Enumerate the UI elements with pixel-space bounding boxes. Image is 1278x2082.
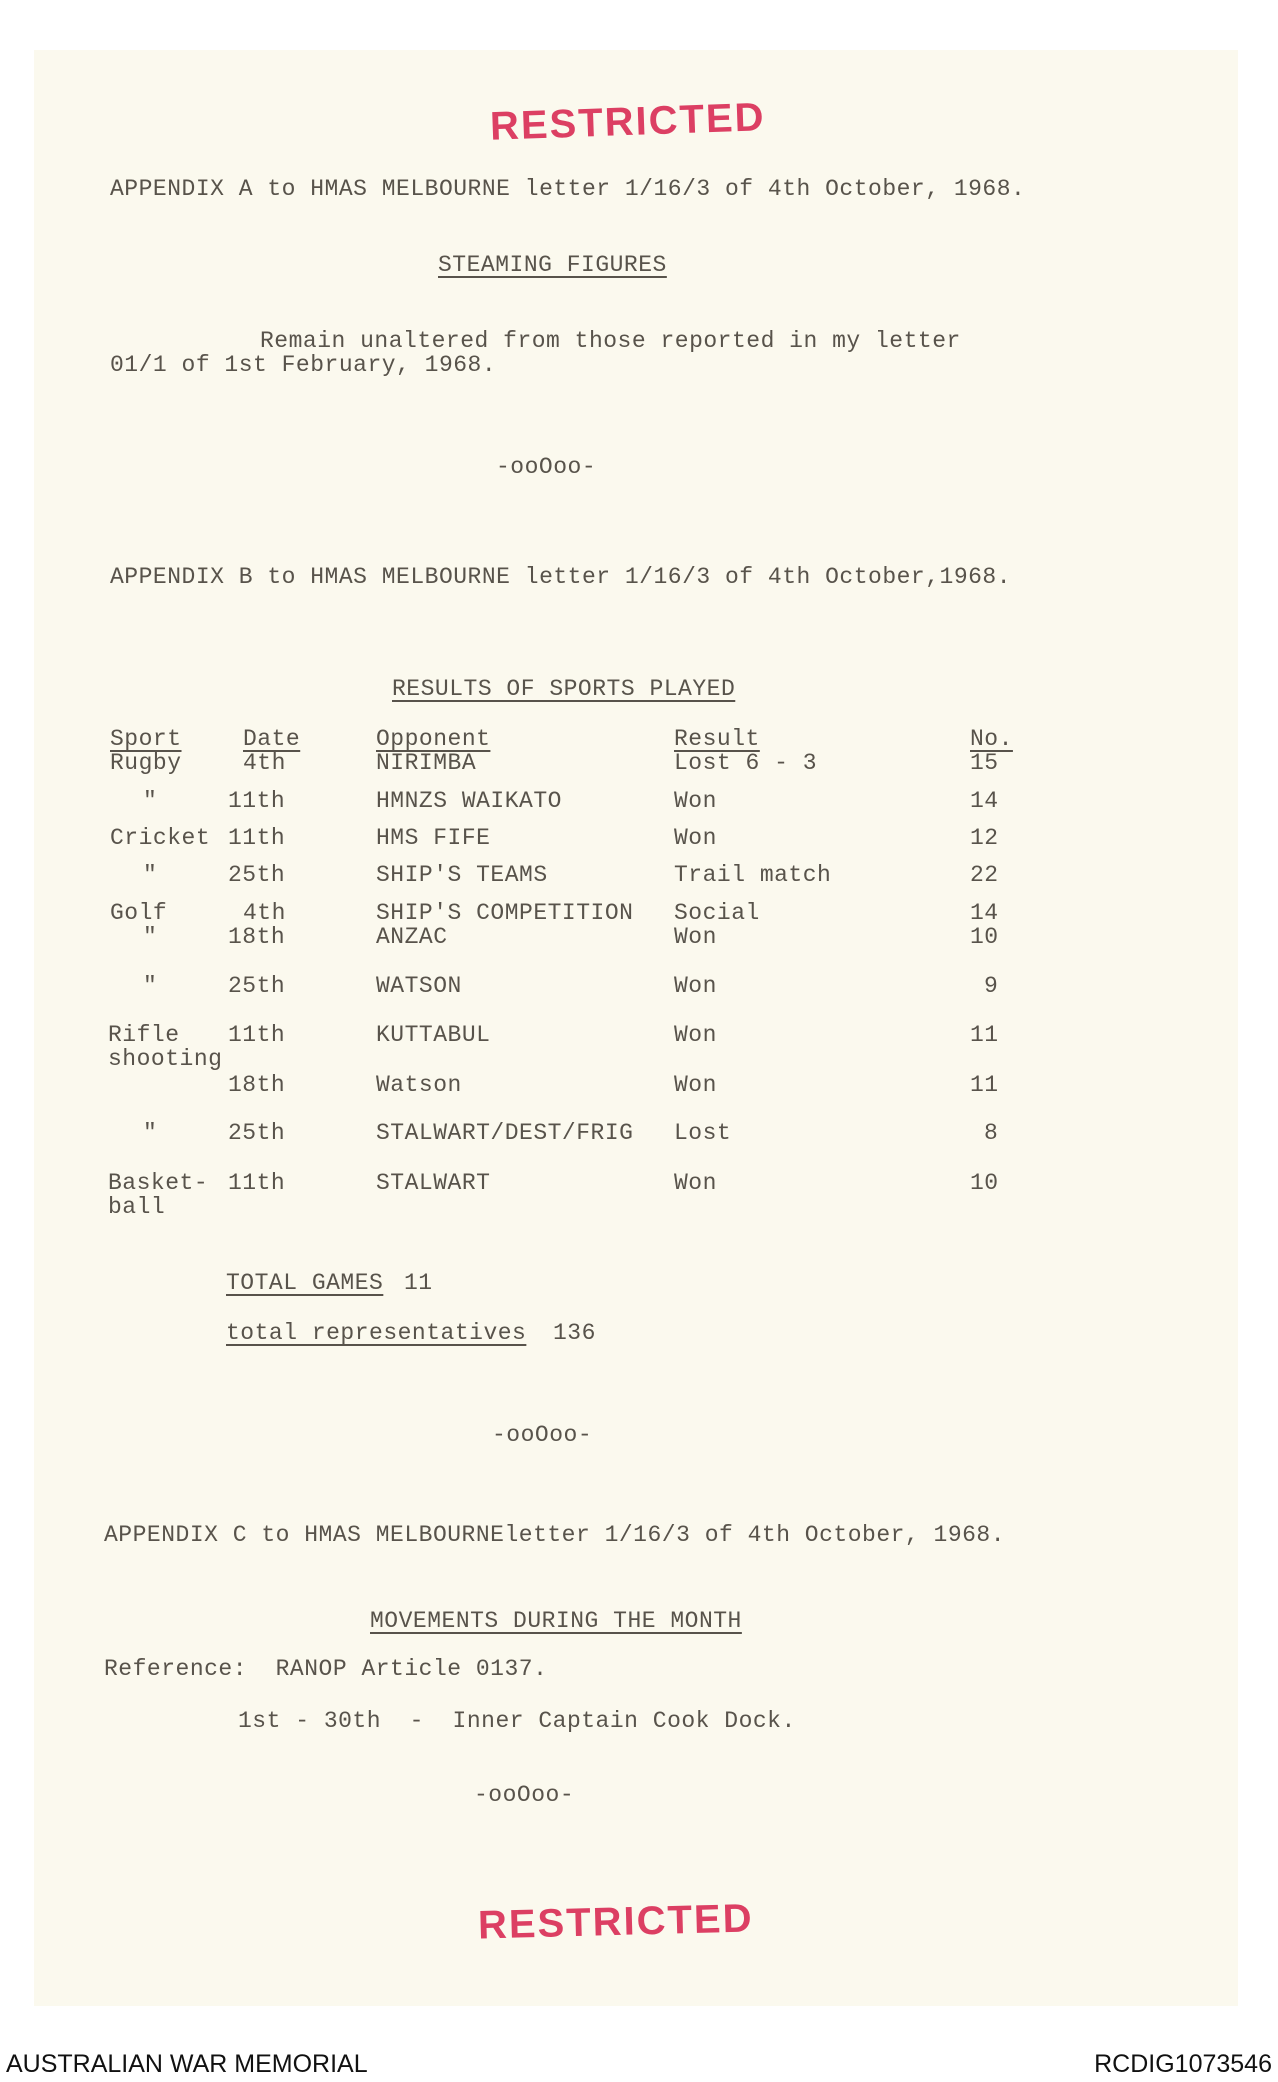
appendix-a-heading: APPENDIX A to HMAS MELBOURNE letter 1/16/3 of 4th October, 1968. (110, 176, 1026, 202)
cell-no: 22 (970, 862, 999, 888)
cell-date: 18th (228, 924, 286, 950)
restricted-stamp-bottom: RESTRICTED (477, 1896, 755, 1948)
cell-sport: ball (108, 1194, 166, 1220)
cell-result: Won (674, 973, 717, 999)
cell-no: 15 (970, 750, 999, 776)
cell-no: 8 (984, 1120, 999, 1146)
cell-date: 11th (228, 788, 286, 814)
cell-date: 4th (243, 900, 286, 926)
cell-sport: Rugby (110, 750, 182, 776)
cell-opponent: KUTTABUL (376, 1022, 491, 1048)
cell-opponent: SHIP'S TEAMS (376, 862, 548, 888)
appendix-c-title: MOVEMENTS DURING THE MONTH (370, 1608, 742, 1634)
cell-no: 11 (970, 1072, 999, 1098)
column-header-result: Result (674, 726, 760, 752)
column-header-no: No. (970, 726, 1013, 752)
cell-sport: shooting (108, 1046, 223, 1072)
appendix-c-heading: APPENDIX C to HMAS MELBOURNEletter 1/16/3 of 4th October, 1968. (104, 1522, 1006, 1548)
total-representatives-label: total representatives (226, 1320, 527, 1346)
cell-date: 11th (228, 825, 286, 851)
separator: -ooOoo- (492, 1422, 593, 1448)
cell-opponent: SHIP'S COMPETITION (376, 900, 634, 926)
cell-result: Social (674, 900, 760, 926)
cell-result: Won (674, 788, 717, 814)
cell-opponent: NIRIMBA (376, 750, 477, 776)
column-header-sport: Sport (110, 726, 182, 752)
cell-no: 9 (984, 973, 999, 999)
cell-result: Won (674, 825, 717, 851)
reference-line: Reference: RANOP Article 0137. (104, 1656, 548, 1682)
cell-date: 4th (243, 750, 286, 776)
cell-no: 10 (970, 924, 999, 950)
column-header-opponent: Opponent (376, 726, 491, 752)
appendix-a-body-line2: 01/1 of 1st February, 1968. (110, 352, 497, 378)
total-games-value: 11 (404, 1270, 433, 1296)
cell-result: Lost (674, 1120, 732, 1146)
cell-date: 18th (228, 1072, 286, 1098)
separator: -ooOoo- (474, 1782, 575, 1808)
footer-source: AUSTRALIAN WAR MEMORIAL (6, 2050, 368, 2078)
cell-result: Lost 6 - 3 (674, 750, 818, 776)
cell-opponent: WATSON (376, 973, 462, 999)
cell-date: 11th (228, 1170, 286, 1196)
cell-sport: Rifle (108, 1022, 180, 1048)
total-representatives-value: 136 (553, 1320, 596, 1346)
cell-opponent: STALWART/DEST/FRIG (376, 1120, 634, 1146)
cell-result: Won (674, 924, 717, 950)
total-games-label: TOTAL GAMES (226, 1270, 384, 1296)
cell-no: 12 (970, 825, 999, 851)
cell-date: 11th (228, 1022, 286, 1048)
cell-opponent: HMNZS WAIKATO (376, 788, 562, 814)
cell-sport: " (143, 1120, 158, 1146)
cell-date: 25th (228, 1120, 286, 1146)
cell-result: Trail match (674, 862, 832, 888)
cell-opponent: HMS FIFE (376, 825, 491, 851)
cell-result: Won (674, 1072, 717, 1098)
cell-sport: Cricket (110, 825, 211, 851)
cell-sport: " (143, 973, 158, 999)
cell-no: 14 (970, 900, 999, 926)
cell-result: Won (674, 1170, 717, 1196)
cell-sport: " (143, 862, 158, 888)
appendix-a-title: STEAMING FIGURES (438, 252, 667, 278)
separator: -ooOoo- (496, 454, 597, 480)
cell-sport: " (143, 924, 158, 950)
cell-no: 10 (970, 1170, 999, 1196)
cell-opponent: ANZAC (376, 924, 448, 950)
column-header-date: Date (243, 726, 301, 752)
restricted-stamp-top: RESTRICTED (489, 95, 767, 149)
appendix-b-title: RESULTS OF SPORTS PLAYED (392, 676, 736, 702)
cell-date: 25th (228, 973, 286, 999)
cell-opponent: STALWART (376, 1170, 491, 1196)
appendix-a-body-line1: Remain unaltered from those reported in my letter (260, 328, 961, 354)
movement-line: 1st - 30th - Inner Captain Cook Dock. (238, 1708, 796, 1734)
cell-sport: " (143, 788, 158, 814)
cell-no: 11 (970, 1022, 999, 1048)
cell-date: 25th (228, 862, 286, 888)
cell-sport: Golf (110, 900, 168, 926)
cell-opponent: Watson (376, 1072, 462, 1098)
footer-id: RCDIG1073546 (1094, 2050, 1272, 2078)
cell-no: 14 (970, 788, 999, 814)
cell-sport: Basket- (108, 1170, 209, 1196)
cell-result: Won (674, 1022, 717, 1048)
appendix-b-heading: APPENDIX B to HMAS MELBOURNE letter 1/16/3 of 4th October,1968. (110, 564, 1012, 590)
